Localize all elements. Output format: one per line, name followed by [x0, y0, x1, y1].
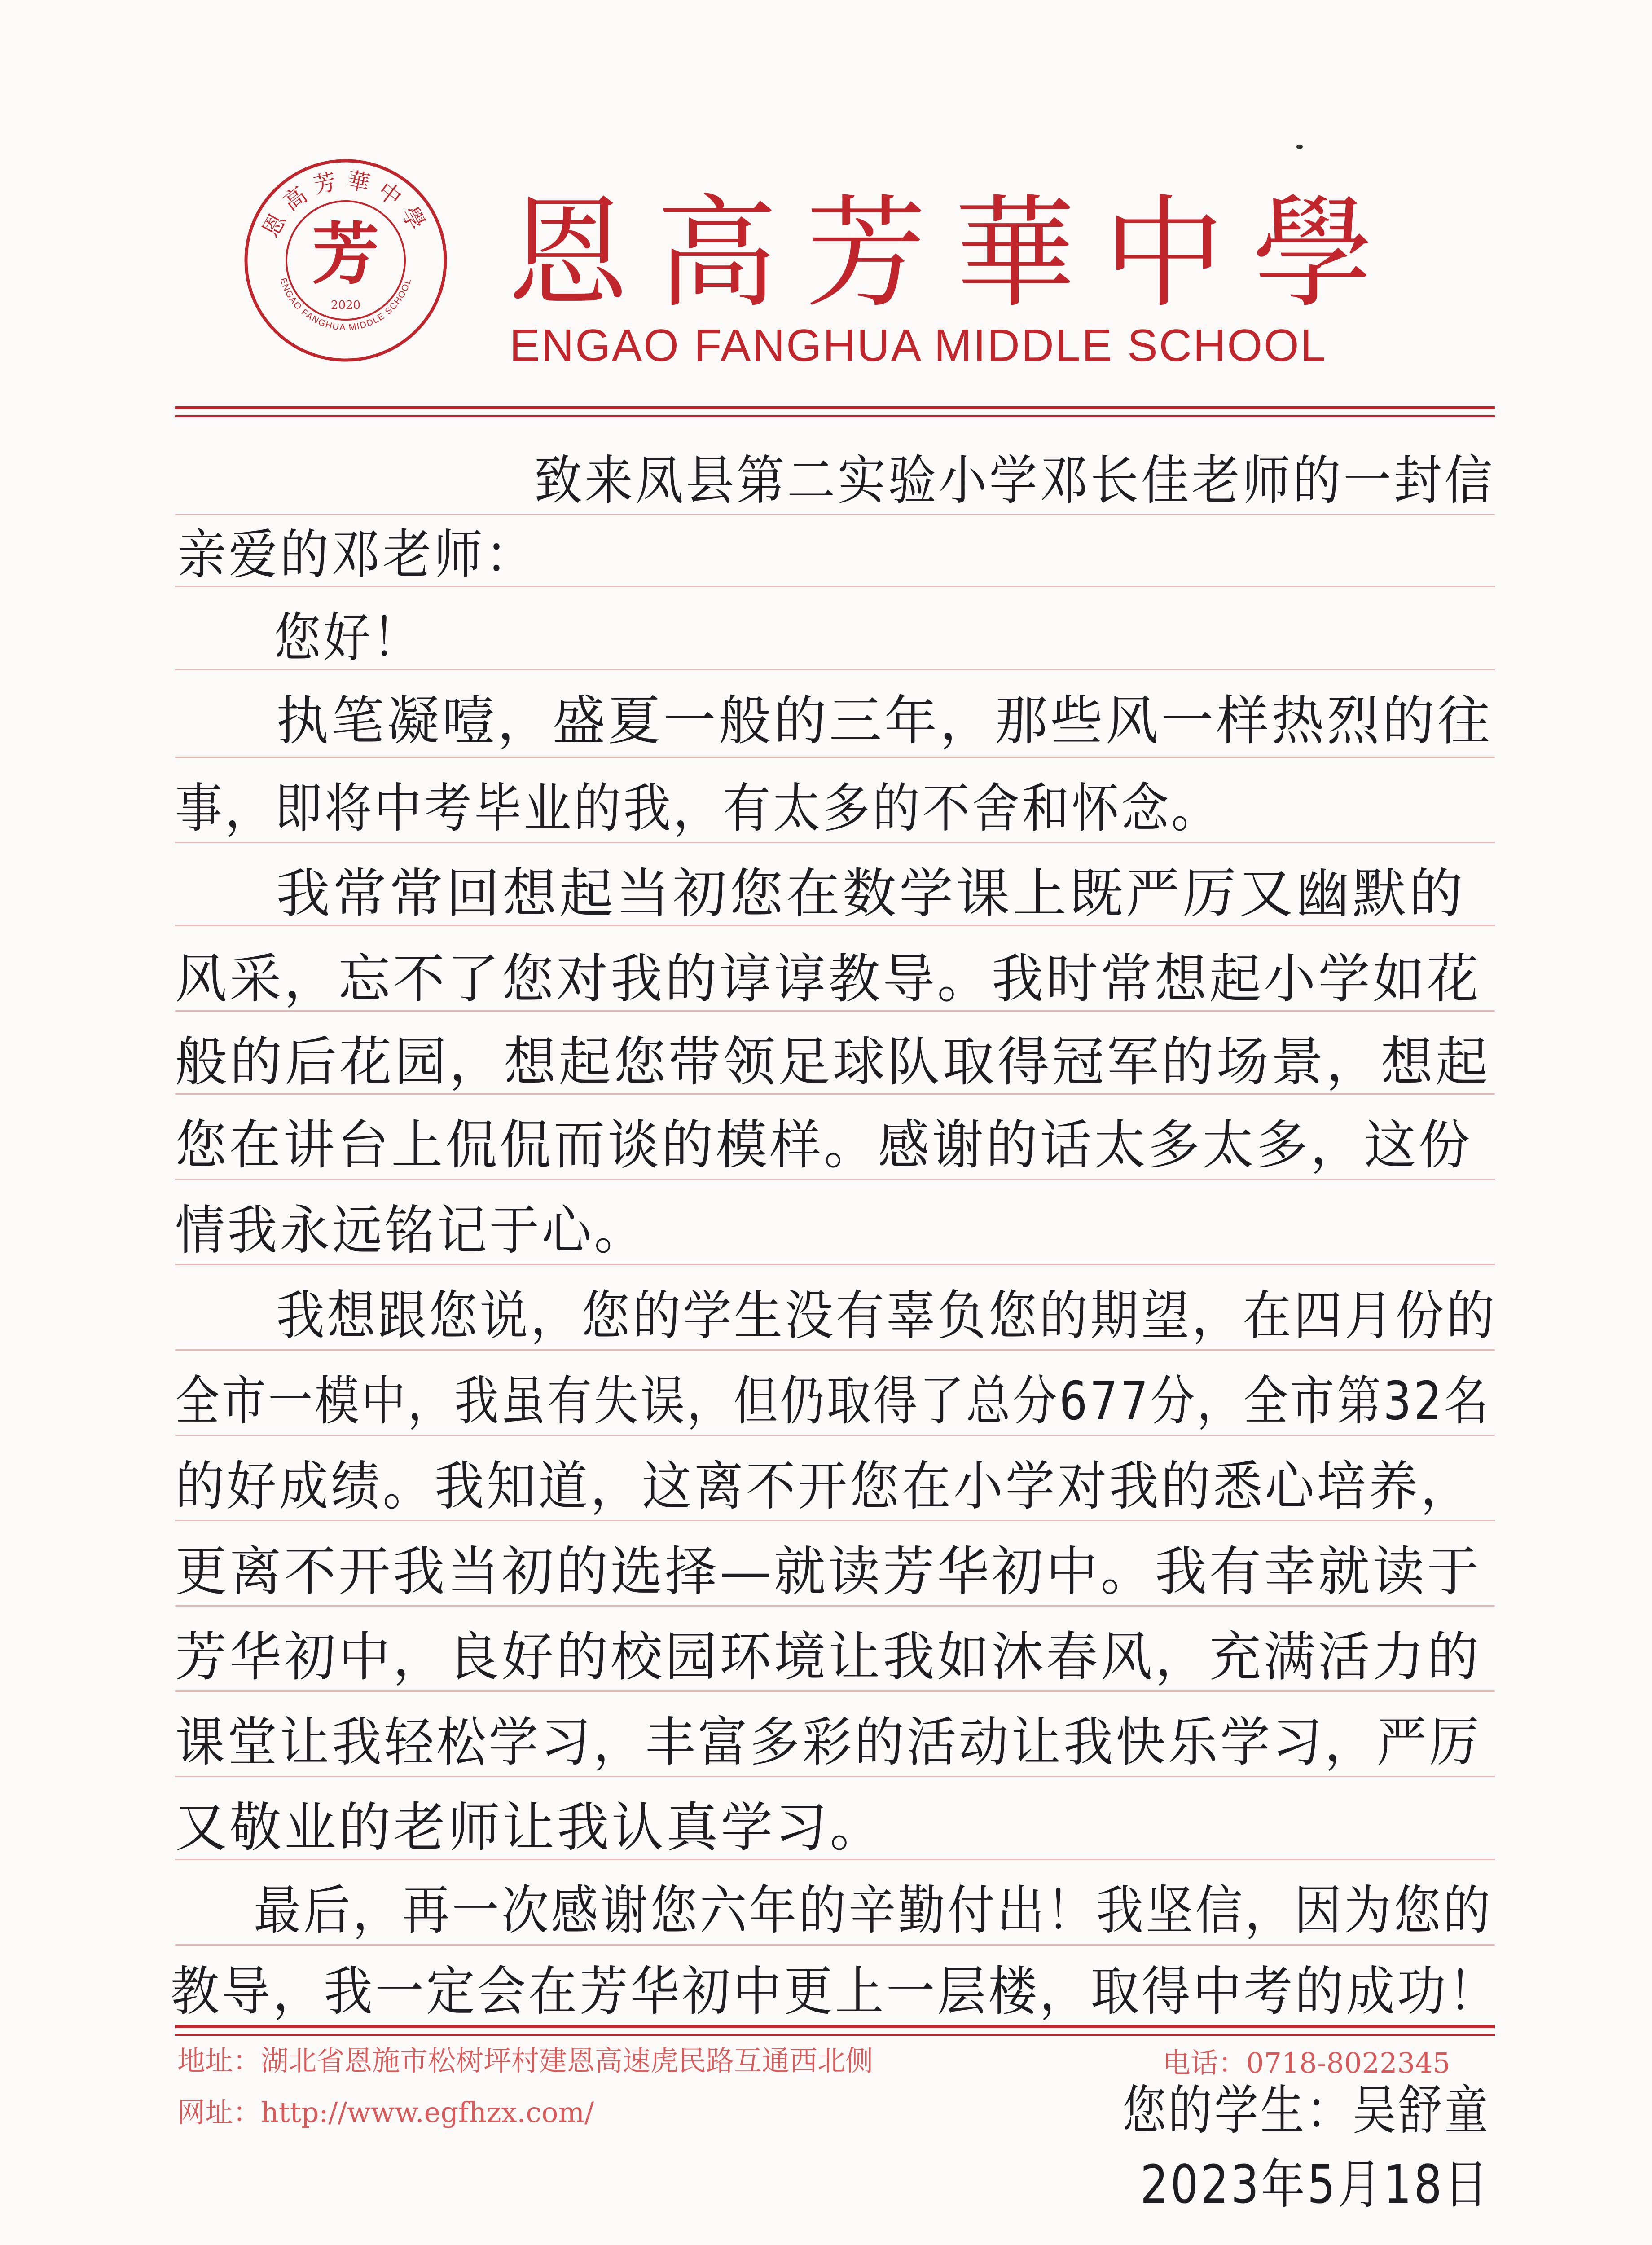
letter-title: 致来凤县第二实验小学邓长佳老师的一封信	[534, 449, 1495, 511]
school-seal-logo	[242, 157, 449, 364]
greeting: 您好！	[274, 607, 422, 669]
footer-address: 地址：湖北省恩施市松树坪村建恩高速虎民路互通西北侧	[177, 2044, 874, 2077]
letter-line: 课堂让我轻松学习，丰富多彩的活动让我快乐学习，严厉	[175, 1711, 1482, 1773]
ruled-line	[175, 842, 1495, 843]
ruled-line	[175, 1264, 1495, 1265]
letter-line: 事，即将中考毕业的我，有太多的不舍和怀念。	[175, 777, 1221, 839]
letter-line: 更离不开我当初的选择—就读芳华初中。我有幸就读于	[175, 1541, 1482, 1602]
seal-text-cn: 恩高芳華中學	[257, 167, 434, 242]
seal-center-glyph: 芳	[312, 215, 380, 294]
footer-rule-thin	[175, 2034, 1495, 2036]
footer-phone: 电话：0718-8022345	[1163, 2047, 1450, 2079]
letter-line: 又敬业的老师让我认真学习。	[175, 1796, 885, 1858]
footer-rule	[175, 2025, 1495, 2028]
ruled-line	[175, 757, 1495, 758]
letter-line: 您在讲台上侃侃而谈的模样。感谢的话太多太多，这份	[175, 1114, 1473, 1176]
letter-line: 全市一模中，我虽有失误，但仍取得了总分677分，全市第32名	[175, 1370, 1491, 1432]
letter-line: 情我永远铭记于心。	[175, 1199, 647, 1261]
ruled-line	[175, 1690, 1495, 1692]
ruled-line	[175, 1944, 1495, 1946]
seal-text-en: ENGAO FANGHUA MIDDLE SCHOOL	[278, 277, 413, 333]
letter-line: 风采，忘不了您对我的谆谆教导。我时常想起小学如花	[175, 948, 1482, 1010]
ruled-line	[175, 1435, 1495, 1436]
letter-line: 的好成绩。我知道，这离不开您在小学对我的悉心培养，	[175, 1455, 1473, 1517]
letter-date: 2023年5月18日	[1140, 2153, 1490, 2215]
letter-line: 般的后花园，想起您带领足球队取得冠军的场景，想起	[175, 1031, 1491, 1093]
letter-line: 芳华初中，良好的校园环境让我如沐春风，充满活力的	[175, 1626, 1482, 1688]
seal-year: 2020	[330, 299, 361, 312]
letter-line: 教导，我一定会在芳华初中更上一层楼，取得中考的成功！	[171, 1960, 1500, 2022]
ruled-line	[175, 1605, 1495, 1607]
school-name-cn: 恩高芳華中學	[507, 183, 1402, 324]
ruled-line	[175, 1349, 1495, 1351]
ruled-line	[175, 1179, 1495, 1180]
signature: 您的学生：吴舒童	[1122, 2079, 1491, 2141]
letter-line: 我常常回想起当初您在数学课上既严厉又幽默的	[276, 863, 1466, 924]
header-rule	[175, 406, 1495, 409]
header-rule-thin	[175, 415, 1495, 417]
paper-speck	[1296, 145, 1303, 149]
letter-line: 执笔凝噎，盛夏一般的三年，那些风一样热烈的往	[276, 690, 1493, 752]
letter-line: 我想跟您说，您的学生没有辜负您的期望，在四月份的	[276, 1285, 1498, 1347]
ruled-line	[175, 1520, 1495, 1521]
salutation: 亲爱的邓老师：	[177, 524, 537, 585]
ruled-line	[175, 514, 1495, 515]
ruled-line	[175, 1776, 1495, 1777]
letter-line: 最后，再一次感谢您六年的辛勤付出！我坚信，因为您的	[254, 1880, 1493, 1941]
footer-website: 网址：http://www.egfhzx.com/	[177, 2096, 594, 2129]
school-name-en: ENGAO FANGHUA MIDDLE SCHOOL	[510, 321, 1327, 371]
